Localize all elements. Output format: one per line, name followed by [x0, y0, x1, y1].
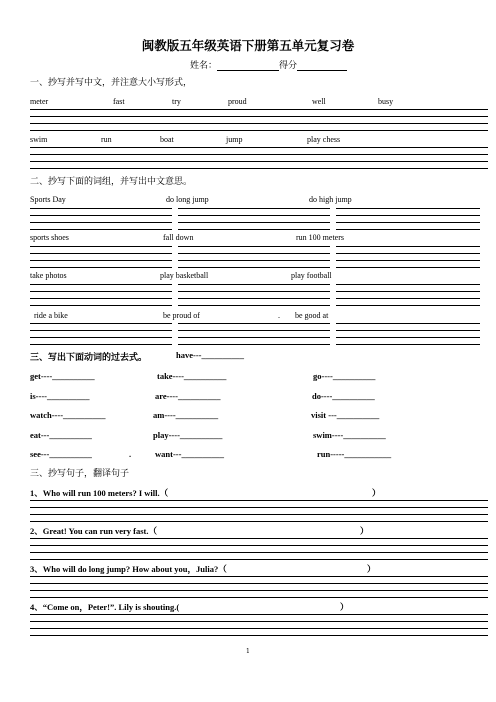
word-item: run [101, 135, 112, 144]
verb-separator: . [129, 449, 132, 459]
sentence-item: 1、Who will run 100 meters? I will.（ [30, 488, 169, 498]
writing-line [30, 284, 172, 285]
writing-line [178, 267, 330, 268]
word-item: play chess [307, 135, 341, 144]
writing-line [336, 229, 480, 230]
writing-line [30, 229, 172, 230]
verb-item: have---__________ [176, 350, 244, 360]
writing-line [336, 222, 480, 223]
word-item: try [172, 97, 181, 106]
writing-line [30, 323, 172, 324]
verb-item: watch----__________ [30, 410, 106, 420]
writing-line [336, 344, 480, 345]
writing-line [30, 147, 488, 148]
section-4-heading: 三、抄写句子，翻译句子 [30, 469, 130, 479]
writing-line [30, 305, 172, 306]
writing-line [30, 208, 172, 209]
writing-line [30, 267, 172, 268]
writing-line [30, 161, 488, 162]
writing-line [336, 291, 480, 292]
verb-item: visit ---__________ [311, 410, 380, 420]
sentence-close: ） [360, 526, 369, 536]
writing-line [178, 253, 330, 254]
writing-line [30, 521, 488, 522]
writing-line [30, 109, 488, 110]
writing-line [336, 208, 480, 209]
writing-line [30, 253, 172, 254]
writing-line [30, 559, 488, 560]
writing-line [30, 168, 488, 169]
writing-line [178, 215, 330, 216]
name-label: 姓名： [190, 61, 218, 71]
sentence-item: 4、“Come on，Peter!”. Lily is shouting.( [30, 602, 180, 612]
writing-line [30, 260, 172, 261]
phrase-item: fall down [163, 233, 194, 242]
word-item: well [312, 97, 326, 106]
verb-item: swim----__________ [313, 430, 386, 440]
writing-line [30, 514, 488, 515]
writing-line [30, 621, 488, 622]
writing-line [336, 305, 480, 306]
writing-line [30, 552, 488, 553]
writing-line [30, 590, 488, 591]
verb-item: get----__________ [30, 371, 95, 381]
verb-item: do----__________ [312, 391, 375, 401]
writing-line [30, 246, 172, 247]
score-field[interactable] [297, 70, 347, 71]
page-title: 闽教版五年级英语下册第五单元复习卷 [141, 38, 355, 53]
writing-line [178, 337, 330, 338]
phrase-item: be proud of [163, 311, 200, 320]
verb-item: are----__________ [155, 391, 221, 401]
writing-line [30, 116, 488, 117]
writing-line [336, 253, 480, 254]
writing-line [336, 215, 480, 216]
writing-line [30, 597, 488, 598]
word-item: jump [226, 135, 243, 144]
section-1-heading: 一、抄写并写中文，并注意大小写形式， [30, 78, 193, 88]
writing-line [30, 344, 172, 345]
writing-line [178, 298, 330, 299]
writing-line [178, 229, 330, 230]
writing-line [178, 330, 330, 331]
writing-line [178, 291, 330, 292]
word-item: swim [30, 135, 48, 144]
phrase-item: play football [291, 271, 332, 280]
writing-line [336, 337, 480, 338]
name-field[interactable] [217, 70, 279, 71]
writing-line [336, 323, 480, 324]
word-item: proud [228, 97, 247, 106]
writing-line [30, 500, 488, 501]
phrase-item: sports shoes [30, 233, 69, 242]
section-3-heading: 三、写出下面动词的过去式。 [30, 353, 148, 363]
writing-line [30, 545, 488, 546]
word-item: boat [160, 135, 174, 144]
writing-line [30, 291, 172, 292]
writing-line [178, 323, 330, 324]
verb-item: play----__________ [153, 430, 223, 440]
word-item: fast [113, 97, 125, 106]
phrase-item: play basketball [160, 271, 209, 280]
phrase-item: do high jump [309, 195, 352, 204]
writing-line [178, 208, 330, 209]
phrase-separator: . [278, 311, 280, 320]
phrase-item: ride a bike [34, 311, 68, 320]
writing-line [30, 298, 172, 299]
page-number: 1 [246, 648, 250, 655]
verb-item: go----__________ [313, 371, 376, 381]
writing-line [178, 284, 330, 285]
writing-line [336, 284, 480, 285]
writing-line [30, 130, 488, 131]
writing-line [178, 305, 330, 306]
word-item: busy [378, 97, 394, 106]
phrase-item: do long jump [166, 195, 209, 204]
phrase-item: run 100 meters [296, 233, 344, 242]
verb-item: run-----___________ [317, 449, 392, 459]
verb-item: want---__________ [155, 449, 224, 459]
verb-item: am----__________ [153, 410, 219, 420]
sentence-item: 3、Who will do long jump? How about you，Julia?（ [30, 564, 227, 574]
section-2-heading: 二、抄写下面的词组，并写出中文意思。 [30, 177, 193, 187]
writing-line [30, 576, 488, 577]
writing-line [30, 628, 488, 629]
writing-line [30, 583, 488, 584]
writing-line [336, 246, 480, 247]
phrase-item: Sports Day [30, 195, 66, 204]
writing-line [178, 344, 330, 345]
writing-line [30, 507, 488, 508]
writing-line [336, 330, 480, 331]
writing-line [336, 298, 480, 299]
writing-line [30, 337, 172, 338]
phrase-item: take photos [30, 271, 67, 280]
sentence-close: ） [340, 602, 349, 612]
writing-line [336, 267, 480, 268]
writing-line [178, 246, 330, 247]
verb-item: take----__________ [157, 371, 227, 381]
writing-line [336, 260, 480, 261]
writing-line [30, 154, 488, 155]
writing-line [30, 123, 488, 124]
writing-line [178, 222, 330, 223]
writing-line [178, 260, 330, 261]
verb-item: eat---__________ [30, 430, 92, 440]
sentence-close: ） [367, 564, 376, 574]
writing-line [30, 538, 488, 539]
writing-line [30, 215, 172, 216]
verb-item: see---__________ [30, 449, 92, 459]
writing-line [30, 614, 488, 615]
score-label: 得分 [279, 61, 298, 71]
writing-line [30, 330, 172, 331]
writing-line [30, 222, 172, 223]
sentence-close: ） [372, 488, 381, 498]
writing-line [30, 635, 488, 636]
sentence-item: 2、Great! You can run very fast.（ [30, 526, 158, 536]
name-score-line [190, 58, 347, 71]
phrase-item: be good at [295, 311, 329, 320]
word-item: meter [30, 97, 49, 106]
verb-item: is----__________ [30, 391, 90, 401]
